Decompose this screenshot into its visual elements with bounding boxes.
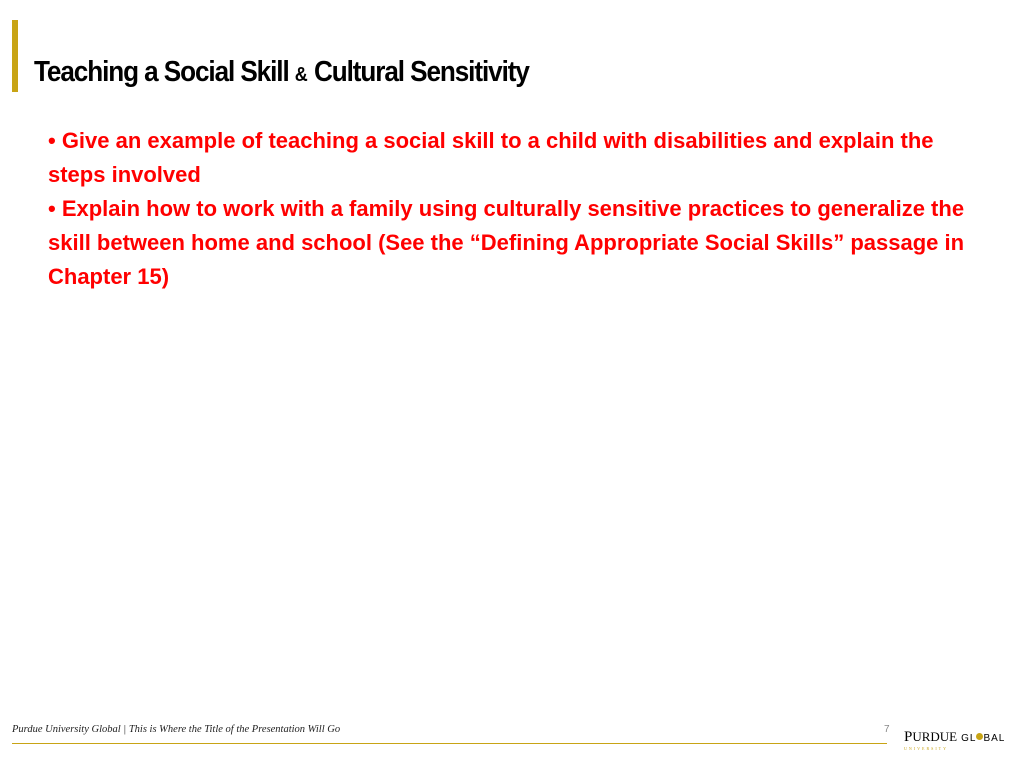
bullet-item: • Give an example of teaching a social skill to a child with disabilities and explain the steps involved <box>48 128 934 187</box>
slide-title-part1: Teaching a Social Skill <box>34 56 295 88</box>
slide-title-part2: Cultural Sensitivity <box>307 56 529 88</box>
logo-global-post: BAL <box>983 733 1006 744</box>
logo-purdue-initial: P <box>904 729 913 745</box>
bullet-item: • Explain how to work with a family using culturally sensitive practices to generalize the skill between home and school (See the “Defining Appropriate Social Skills” passage in Chapter 15) <box>48 196 965 289</box>
logo-global-pre: GL <box>961 733 977 744</box>
logo-university: UNIVERSITY <box>904 746 948 751</box>
title-accent-bar <box>12 20 18 92</box>
logo-wordmark <box>904 730 1016 746</box>
slide-title <box>34 56 529 89</box>
slide-title-ampersand: & <box>294 64 308 86</box>
slide-body <box>48 124 978 294</box>
logo-global <box>961 733 1005 744</box>
purdue-global-logo <box>904 730 1016 752</box>
footer-divider <box>12 743 887 744</box>
logo-purdue-rest: URDUE <box>912 729 958 744</box>
page-number: 7 <box>884 724 890 735</box>
footer-text: Purdue University Global | This is Where the Title of the Presentation Will Go <box>12 724 341 735</box>
